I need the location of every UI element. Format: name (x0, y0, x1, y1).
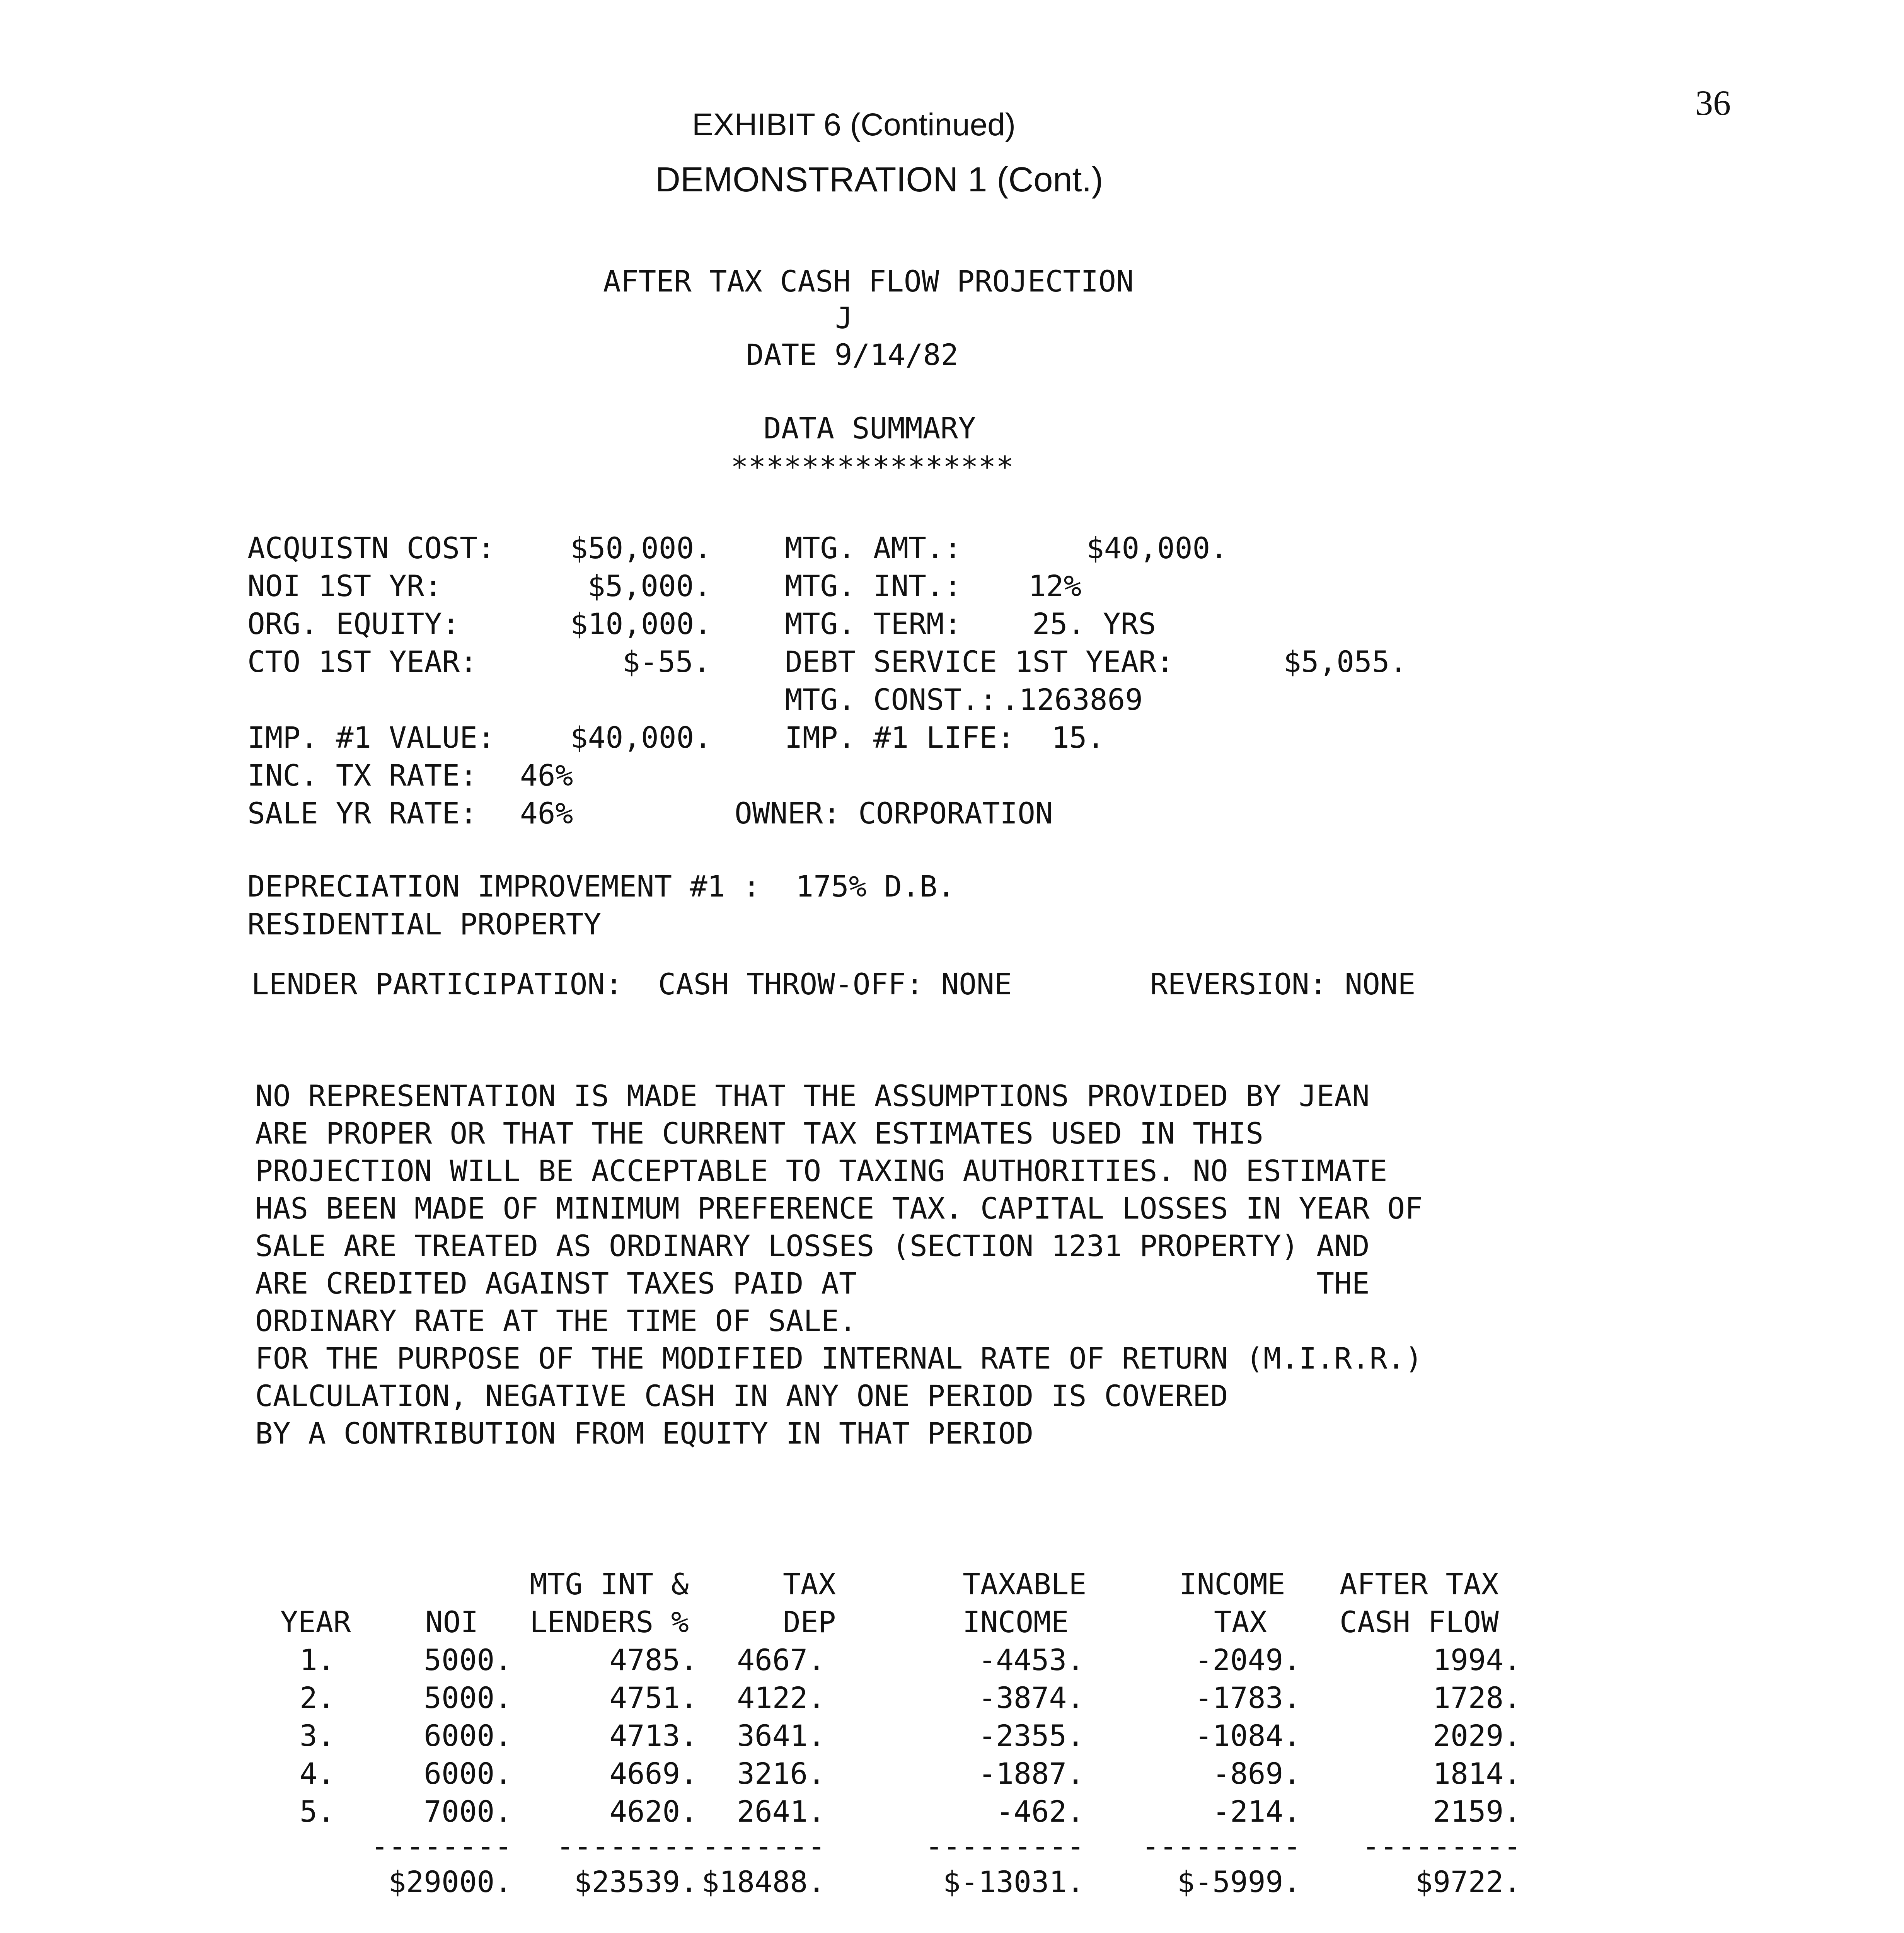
page-number: 36 (1695, 83, 1731, 123)
report-initial: J (835, 301, 853, 335)
table-cell-income-tax: -869. (1212, 1756, 1301, 1791)
disclaimer-line: BY A CONTRIBUTION FROM EQUITY IN THAT PERIOD (255, 1416, 1034, 1451)
property-type: RESIDENTIAL PROPERTY (247, 907, 602, 941)
sale-year-rate-value: 46% (520, 796, 573, 830)
mortgage-interest-value: 12% (1028, 569, 1082, 603)
table-cell-cash-flow: 1994. (1433, 1643, 1521, 1677)
disclaimer-line: ARE CREDITED AGAINST TAXES PAID AT THE (255, 1266, 1370, 1301)
disclaimer-line: FOR THE PURPOSE OF THE MODIFIED INTERNAL RATE OF RETURN (M.I.R.R.) (255, 1341, 1423, 1376)
acquisition-cost-label: ACQUISTN COST: (247, 531, 495, 565)
header-tax-2: TAX (1214, 1605, 1267, 1639)
table-rule: --------- (925, 1829, 1084, 1863)
table-cell-year: 2. (300, 1681, 335, 1715)
table-cell-taxable-income: -3874. (978, 1681, 1084, 1715)
table-total-income-tax: $-5999. (1177, 1865, 1301, 1899)
disclaimer-line: NO REPRESENTATION IS MADE THAT THE ASSUMPTIONS PROVIDED BY JEAN (255, 1079, 1370, 1113)
noi-first-year-label: NOI 1ST YR: (247, 569, 442, 603)
mortgage-interest-label: MTG. INT.: (785, 569, 962, 603)
table-rule: --------- (1142, 1829, 1301, 1863)
table-cell-income-tax: -1084. (1195, 1718, 1301, 1753)
header-income-2: INCOME (963, 1605, 1069, 1639)
table-cell-tax-dep: 2641. (737, 1794, 825, 1829)
income-tax-rate-value: 46% (520, 758, 573, 793)
table-total-mtg-int: $23539. (574, 1865, 698, 1899)
reversion: REVERSION: NONE (1150, 967, 1416, 1001)
disclaimer-line: CALCULATION, NEGATIVE CASH IN ANY ONE PERIOD IS COVERED (255, 1379, 1228, 1413)
disclaimer-line: ARE PROPER OR THAT THE CURRENT TAX ESTIMATES USED IN THIS (255, 1116, 1264, 1151)
mortgage-term-label: MTG. TERM: (785, 607, 962, 641)
table-cell-tax-dep: 4122. (737, 1681, 825, 1715)
table-cell-noi: 6000. (424, 1718, 512, 1753)
table-cell-taxable-income: -2355. (978, 1718, 1084, 1753)
improvement-life-value: 15. (1052, 720, 1105, 755)
table-cell-mtg-int: 4751. (609, 1681, 698, 1715)
lender-participation: LENDER PARTICIPATION: CASH THROW-OFF: NONE (251, 967, 1012, 1001)
table-cell-income-tax: -2049. (1195, 1643, 1301, 1677)
table-total-taxable-income: $-13031. (943, 1865, 1084, 1899)
header-cash-flow: CASH FLOW (1340, 1605, 1499, 1639)
table-cell-noi: 5000. (424, 1681, 512, 1715)
header-lenders: LENDERS % (530, 1605, 689, 1639)
mortgage-amount-label: MTG. AMT.: (785, 531, 962, 565)
original-equity-label: ORG. EQUITY: (247, 607, 460, 641)
section-title: DATA SUMMARY (764, 411, 976, 445)
header-mtg-int: MTG INT & (530, 1567, 689, 1601)
table-cell-cash-flow: 2159. (1433, 1794, 1521, 1829)
header-dep: DEP (783, 1605, 836, 1639)
owner: OWNER: CORPORATION (735, 796, 1053, 830)
table-total-cash-flow: $9722. (1415, 1865, 1521, 1899)
table-total-noi: $29000. (388, 1865, 512, 1899)
table-rule: ------- (701, 1829, 825, 1863)
table-cell-taxable-income: -1887. (978, 1756, 1084, 1791)
table-cell-mtg-int: 4620. (609, 1794, 698, 1829)
table-cell-year: 1. (300, 1643, 335, 1677)
header-income: INCOME (1179, 1567, 1285, 1601)
table-cell-mtg-int: 4785. (609, 1643, 698, 1677)
table-cell-mtg-int: 4669. (609, 1756, 698, 1791)
table-cell-cash-flow: 1728. (1433, 1681, 1521, 1715)
disclaimer-line: PROJECTION WILL BE ACCEPTABLE TO TAXING AUTHORITIES. NO ESTIMATE (255, 1154, 1388, 1188)
table-cell-mtg-int: 4713. (609, 1718, 698, 1753)
mortgage-constant-value: .1263869 (1001, 682, 1143, 717)
income-tax-rate-label: INC. TX RATE: (247, 758, 477, 793)
sale-year-rate-label: SALE YR RATE: (247, 796, 477, 830)
header-taxable: TAXABLE (963, 1567, 1087, 1601)
table-cell-year: 5. (300, 1794, 335, 1829)
debt-service-label: DEBT SERVICE 1ST YEAR: (785, 644, 1174, 679)
table-cell-noi: 6000. (424, 1756, 512, 1791)
section-underline: **************** (731, 450, 1014, 484)
original-equity-value: $10,000. (570, 607, 712, 641)
header-noi: NOI (425, 1605, 479, 1639)
table-rule: -------- (370, 1829, 512, 1863)
mortgage-amount-value: $40,000. (1086, 531, 1228, 565)
table-cell-taxable-income: -462. (996, 1794, 1084, 1829)
disclaimer-line: ORDINARY RATE AT THE TIME OF SALE. (255, 1304, 857, 1338)
table-total-tax-dep: $18488. (701, 1865, 825, 1899)
header-year: YEAR (280, 1605, 351, 1639)
table-cell-noi: 7000. (424, 1794, 512, 1829)
table-cell-tax-dep: 3641. (737, 1718, 825, 1753)
debt-service-value: $5,055. (1284, 644, 1408, 679)
cto-first-year-label: CTO 1ST YEAR: (247, 644, 477, 679)
table-cell-tax-dep: 4667. (737, 1643, 825, 1677)
cto-first-year-value: $-55. (622, 644, 711, 679)
table-cell-cash-flow: 1814. (1433, 1756, 1521, 1791)
mortgage-term-value: 25. YRS (1032, 607, 1156, 641)
disclaimer-line: SALE ARE TREATED AS ORDINARY LOSSES (SECTION 1231 PROPERTY) AND (255, 1229, 1370, 1263)
acquisition-cost-value: $50,000. (570, 531, 712, 565)
table-cell-income-tax: -214. (1212, 1794, 1301, 1829)
disclaimer-line: HAS BEEN MADE OF MINIMUM PREFERENCE TAX. CAPITAL LOSSES IN YEAR OF (255, 1191, 1423, 1226)
improvement-value-label: IMP. #1 VALUE: (247, 720, 495, 755)
improvement-value: $40,000. (570, 720, 712, 755)
demonstration-heading: DEMONSTRATION 1 (Cont.) (655, 160, 1103, 199)
disclaimer-paragraph (255, 1079, 1423, 1454)
improvement-life-label: IMP. #1 LIFE: (785, 720, 1015, 755)
table-cell-income-tax: -1783. (1195, 1681, 1301, 1715)
report-date: DATE 9/14/82 (746, 338, 959, 372)
noi-first-year-value: $5,000. (588, 569, 712, 603)
table-cell-noi: 5000. (424, 1643, 512, 1677)
exhibit-heading: EXHIBIT 6 (Continued) (692, 107, 1016, 142)
mortgage-constant-label: MTG. CONST.: (785, 682, 997, 717)
table-cell-year: 3. (300, 1718, 335, 1753)
header-after-tax: AFTER TAX (1340, 1567, 1499, 1601)
depreciation-method: DEPRECIATION IMPROVEMENT #1 : 175% D.B. (247, 869, 955, 903)
header-tax: TAX (783, 1567, 836, 1601)
table-cell-cash-flow: 2029. (1433, 1718, 1521, 1753)
table-cell-tax-dep: 3216. (737, 1756, 825, 1791)
table-rule: --------- (1362, 1829, 1521, 1863)
table-cell-year: 4. (300, 1756, 335, 1791)
table-cell-taxable-income: -4453. (978, 1643, 1084, 1677)
report-title: AFTER TAX CASH FLOW PROJECTION (603, 264, 1134, 298)
table-rule: -------- (556, 1829, 698, 1863)
